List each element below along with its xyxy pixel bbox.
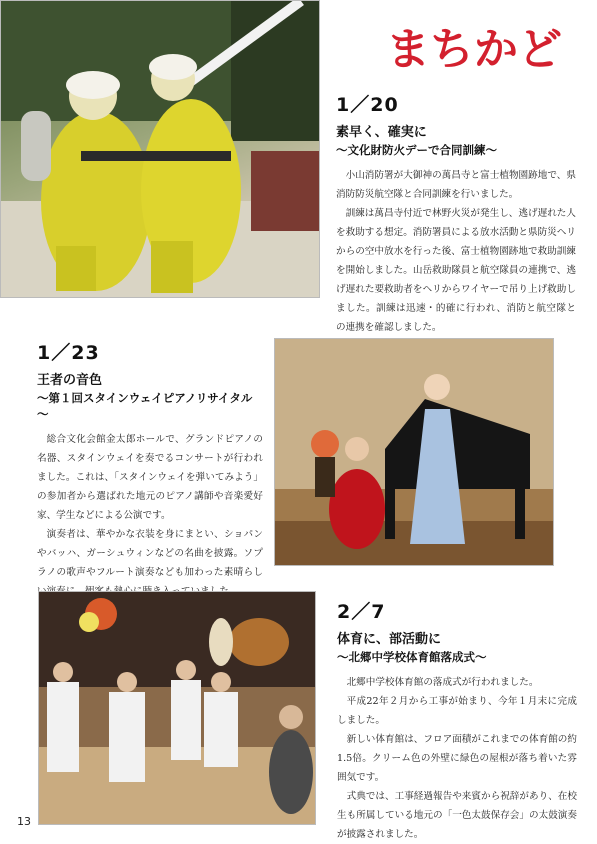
article-paragraph: 小山消防署が大御神の萬昌寺と富士植物園跡地で、県消防防災航空隊と合同訓練を行いました。	[336, 170, 576, 200]
article-paragraph: 平成22年２月から工事が始まり、今年１月末に完成しました。	[337, 696, 577, 726]
article-subhead: ～第１回スタインウェイピアノリサイタル～	[37, 391, 253, 421]
article-headline: 素早く、確実に	[336, 125, 427, 140]
photo-firefighters	[0, 0, 320, 298]
article-date: 1／23	[37, 342, 100, 364]
article-paragraph: 演奏者は、華やかな衣装を身にまとい、ショパンやバッハ、ガーシュウィンなどの名曲を披露。ソプラノの歌声やフルート演奏なども加わった素晴らし	[37, 529, 263, 578]
article-paragraph: 式典では、工事経過報告や来賓から祝辞があり、在校生も所属している地元の「一色太鼓保存会」の太鼓演奏が披露されました。	[337, 791, 577, 840]
article-piano-recital	[37, 338, 263, 601]
article-headline: 体育に、部活動に	[337, 632, 442, 647]
photo-concert	[274, 338, 554, 566]
column-logo	[382, 14, 582, 76]
article-paragraph: 新しい体育館は、フロア面積がこれまでの体育館の約1.5倍。クリーム色の外壁に緑色の屋根が落ち着いた雰囲気です。	[337, 734, 577, 783]
taiko-illustration	[39, 592, 315, 824]
logo-text: まちかど	[386, 24, 562, 75]
firefighters-illustration	[1, 1, 319, 297]
article-date: 1／20	[336, 94, 399, 116]
photo-taiko-ceremony	[38, 591, 316, 825]
page-number: 13	[17, 815, 31, 828]
article-date: 2／7	[337, 601, 386, 623]
article-fire-drill	[336, 90, 576, 337]
article-paragraph: 訓練は萬昌寺付近で林野火災が発生し、逃げ遅れた人を救助する想定。消防署員による放水活動と県防災ヘリからの空中放水を行った後、富士植物園跡地で救助訓練を開始しました。山岳救助隊員と航空隊員の連携で、逃げ遅れた要救助者をヘリからワイヤーで吊り上げ救助しました。訓練は迅速・的確に行われ、消防と航空隊との連携を確認しました。	[336, 208, 576, 333]
article-gym-ceremony	[337, 597, 577, 844]
article-paragraph: 総合文化会館金太郎ホールで、グランドピアノの名器、スタインウェイを奏でるコンサートが行われました。これは、「スタインウェイを弾いてみよう」の参加者から選ばれた地元のピアノ講師や音楽愛好家、学生などによる公演です。	[37, 434, 263, 521]
concert-illustration	[275, 339, 553, 565]
article-paragraph: 北郷中学校体育館の落成式が行われました。	[346, 677, 539, 688]
article-subhead: ～北郷中学校体育館落成式～	[337, 650, 487, 664]
machikado-logo	[382, 14, 582, 76]
article-subhead: ～文化財防火デーで合同訓練～	[336, 143, 497, 157]
article-headline: 王者の音色	[37, 373, 103, 388]
